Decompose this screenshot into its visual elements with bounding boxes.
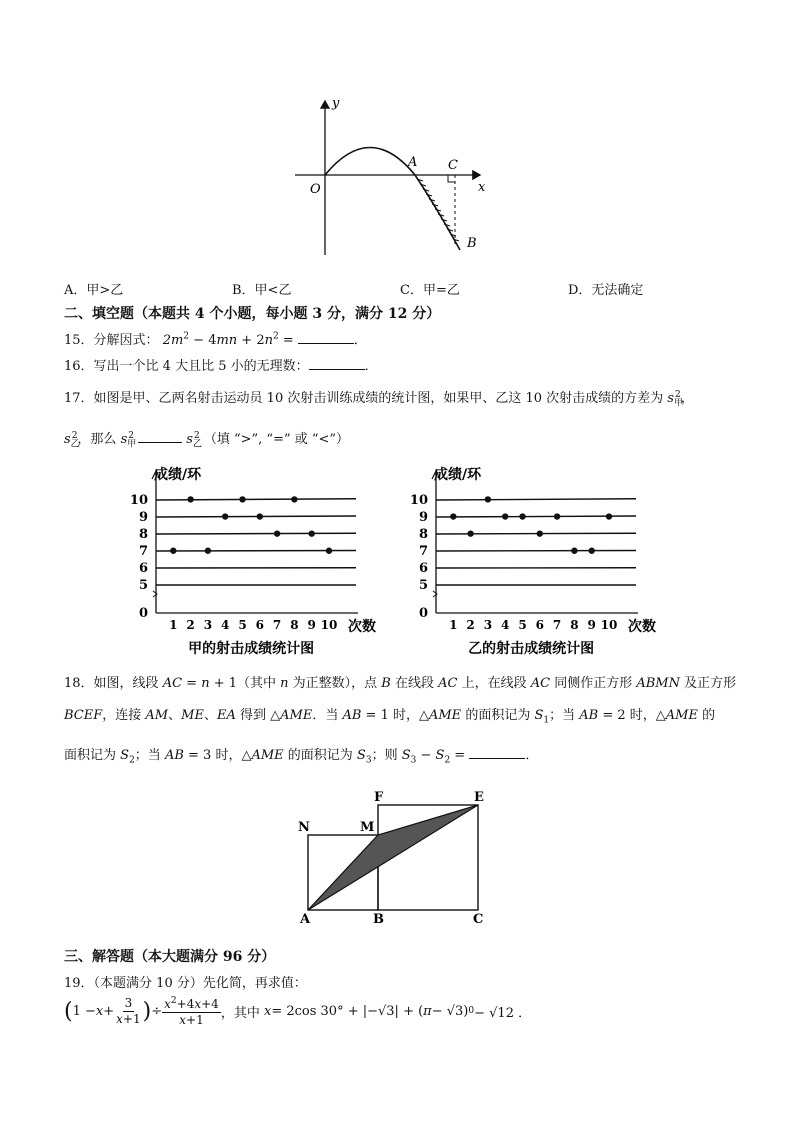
y-tick-label: 6 [138, 561, 148, 576]
option-a: A．甲>乙 [64, 283, 124, 298]
data-point [485, 496, 491, 502]
chart-jia [128, 463, 378, 663]
data-point [170, 548, 176, 554]
x-tick-label: 2 [186, 618, 195, 632]
section2-heading: 二、填空题（本题共 4 个小题，每小题 3 分，满分 12 分） [64, 306, 441, 322]
grid-line [156, 516, 356, 517]
option-b: B．甲<乙 [232, 283, 292, 298]
data-point [537, 530, 543, 536]
data-point [222, 513, 228, 519]
q17-line1: 17．如图是甲、乙两名射击运动员 10 次射击训练成绩的统计图，如果甲、乙这 10 次射击成绩的方差为 $s_甲^2$， [64, 389, 694, 409]
y-tick-label: 8 [418, 527, 428, 542]
label-a: A [300, 912, 311, 925]
grid-line [436, 551, 636, 552]
data-point [467, 530, 473, 536]
x-tick-label: 1 [169, 618, 178, 632]
x-axis-title: 次数 [628, 619, 656, 635]
q16-blank [309, 357, 365, 370]
y-tick-label: 9 [418, 510, 428, 525]
y-label: y [332, 96, 340, 111]
q19-expression: ( 1 − x + $\frac{3}{x+1}$ ) ÷ $\frac{x^2+4x+4}{x+1}$ ，其中 x = 2cos 30° + |−√3| + ( π − √3) 0 − √12 ． [64, 995, 532, 1027]
x-tick-label: 1 [449, 618, 458, 632]
chart-title: 乙的射击成绩统计图 [468, 641, 595, 657]
y-tick-label: 5 [418, 578, 428, 593]
x-tick-label: 9 [307, 618, 316, 632]
data-point [450, 513, 456, 519]
label-b: B [373, 912, 384, 925]
x-tick-label: 10 [600, 618, 618, 632]
grid-line [436, 533, 636, 534]
q16-text: 16．写出一个比 4 大且比 5 小的无理数： [64, 359, 309, 374]
data-point [606, 513, 612, 519]
q18-line1: 18．如图，线段 AC = n + 1（其中 n 为正整数），点 B 在线段 AC 上，在线段 AC 同侧作正方形 ABMN 及正方形 [64, 676, 737, 691]
data-point [571, 548, 577, 554]
q17-line2: $s_乙^2$，那么 $s_甲^2$ $s_乙^2$ （填 “>”, “=” 或 “<”） [64, 430, 350, 450]
data-point [589, 548, 595, 554]
q17-mid: ，那么 [77, 432, 117, 447]
x-tick-label: 9 [587, 618, 596, 632]
y-tick-label: 6 [418, 561, 428, 576]
data-point [554, 513, 560, 519]
data-point [274, 530, 280, 536]
parabola-curve [325, 148, 460, 251]
x-tick-label: 3 [483, 618, 493, 632]
parabola-graph [290, 95, 500, 265]
grid-line [436, 499, 636, 500]
x-tick-label: 8 [570, 618, 579, 632]
label-e: E [474, 790, 484, 805]
x-tick-label: 6 [255, 618, 264, 632]
point-b-label: B [467, 236, 477, 251]
data-point [326, 548, 332, 554]
x-tick-label: 6 [535, 618, 544, 632]
y-axis-title: 成绩/环 [434, 467, 482, 483]
data-point [187, 496, 193, 502]
label-f: F [374, 790, 384, 805]
data-point [205, 548, 211, 554]
x-label: x [478, 180, 486, 195]
q15: 15．分解因式： $2m^2 - 4mn + 2n^2$ = ． [64, 331, 367, 348]
point-c-label: C [448, 158, 458, 173]
q16-suffix: ． [364, 359, 378, 374]
y-axis-title: 成绩/环 [154, 467, 202, 483]
data-point [257, 513, 263, 519]
q17-blank [138, 430, 182, 443]
q18-blank [469, 746, 525, 759]
x-tick-label: 10 [320, 618, 338, 632]
point-a-label: A [408, 155, 418, 170]
label-n: N [298, 820, 310, 835]
label-m: M [360, 820, 375, 835]
q15-suffix: ． [353, 333, 367, 348]
q18-text3b: ；则 [371, 748, 398, 763]
y-tick-label: 10 [409, 493, 428, 508]
right-angle-mark [448, 175, 455, 182]
q17-text1: 17．如图是甲、乙两名射击运动员 10 次射击训练成绩的统计图，如果甲、乙这 10 次射击成绩的方差为 [64, 391, 664, 406]
q16 [64, 355, 378, 374]
squares-figure [296, 785, 496, 925]
x-tick-label: 5 [238, 618, 247, 632]
data-point [239, 496, 245, 502]
grid-line [156, 499, 356, 500]
section3-heading: 三、解答题（本大题满分 96 分） [64, 949, 276, 965]
q18-text2: ，连接 [102, 708, 142, 723]
x-axis-title: 次数 [348, 619, 376, 635]
grid-line [156, 533, 356, 534]
data-point [519, 513, 525, 519]
data-point [502, 513, 508, 519]
y-tick-label: 8 [138, 527, 148, 542]
x-tick-label: 5 [518, 618, 527, 632]
q18-line3: 面积记为 $S_2$；当 AB = 3 时，△AME 的面积记为 $S_3$；则 $S_3 - S_2$ = ． [64, 748, 539, 766]
option-c: C．甲=乙 [400, 283, 460, 298]
x-tick-label: 4 [221, 618, 230, 632]
x-tick-label: 4 [501, 618, 510, 632]
chart-yi [408, 463, 668, 663]
x-tick-label: 8 [290, 618, 299, 632]
y-tick-label: 9 [138, 510, 148, 525]
y-tick-label: 7 [138, 544, 148, 559]
y-tick-label: 7 [418, 544, 428, 559]
data-point [291, 496, 297, 502]
origin-label: O [310, 182, 321, 197]
x-tick-label: 2 [466, 618, 475, 632]
triangle-ame [308, 805, 478, 910]
q19-where: ，其中 [220, 1005, 260, 1021]
y-tick-label: 5 [138, 578, 148, 593]
y-tick-label: 0 [138, 606, 148, 621]
q17-end: （填 “>”, “=” 或 “<”） [203, 432, 350, 447]
q15-prefix: 15．分解因式： [64, 333, 159, 348]
y-tick-label: 10 [129, 493, 148, 508]
label-c: C [473, 912, 484, 925]
chart-title: 甲的射击成绩统计图 [188, 641, 315, 657]
q15-blank [298, 331, 354, 344]
q18-text3a: 面积记为 [64, 748, 117, 763]
y-tick-label: 0 [418, 606, 428, 621]
x-tick-label: 7 [272, 618, 282, 632]
data-point [309, 530, 315, 536]
frac-1: $\frac{3}{x+1}$ [116, 995, 141, 1026]
q18-text1: 18．如图，线段 [64, 676, 159, 691]
q18-line2: BCEF，连接 AM、ME、EA 得到 △AME．当 AB = 1 时，△AME 的面积记为 $S_1$；当 AB = 2 时，△AME 的 [64, 708, 716, 726]
x-tick-label: 7 [552, 618, 562, 632]
option-d: D．无法确定 [568, 283, 644, 298]
frac-2: $\frac{x^2+4x+4}{x+1}$ [164, 996, 219, 1027]
q19-line1: 19．（本题满分 10 分）先化简，再求值： [64, 976, 307, 991]
x-tick-label: 3 [203, 618, 213, 632]
